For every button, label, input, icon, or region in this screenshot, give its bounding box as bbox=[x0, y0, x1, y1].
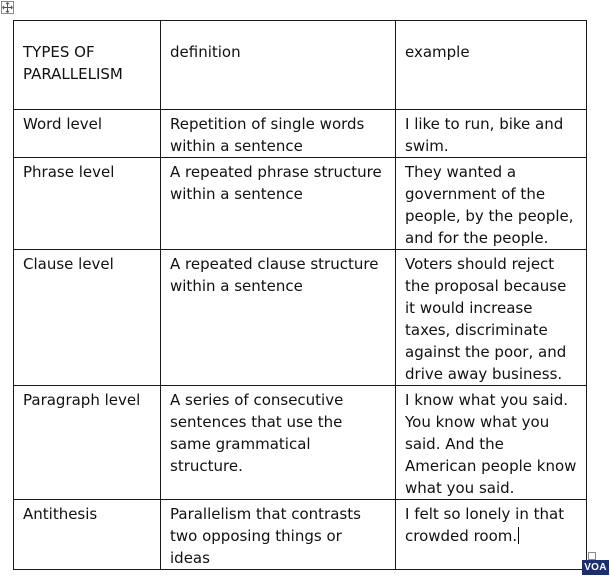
definition-cell[interactable]: A series of consecutive sentences that use the same grammatical structure. bbox=[161, 386, 396, 500]
text-cursor bbox=[518, 527, 519, 544]
definition-cell[interactable]: A repeated clause structure within a sentence bbox=[161, 250, 396, 386]
example-cell[interactable]: Voters should reject the proposal because it would increase taxes, discriminate against the poor, and drive away business. bbox=[396, 250, 587, 386]
definition-cell[interactable]: Repetition of single words within a sentence bbox=[161, 110, 396, 158]
example-cell[interactable]: I know what you said. You know what you said. And the American people know what you said. bbox=[396, 386, 587, 500]
table-row bbox=[14, 500, 587, 570]
table-row bbox=[14, 158, 587, 250]
example-cell-text: I felt so lonely in that crowded room. bbox=[405, 505, 565, 545]
table-row bbox=[14, 250, 587, 386]
table-move-handle-icon[interactable] bbox=[1, 1, 14, 14]
type-cell[interactable]: Word level bbox=[14, 110, 161, 158]
table-row bbox=[14, 386, 587, 500]
parallelism-table bbox=[13, 20, 587, 570]
type-cell[interactable]: Paragraph level bbox=[14, 386, 161, 500]
header-cell-example[interactable]: example bbox=[396, 21, 587, 110]
definition-cell[interactable]: A repeated phrase structure within a sentence bbox=[161, 158, 396, 250]
table-header-row bbox=[14, 21, 587, 110]
example-cell[interactable]: I like to run, bike and swim. bbox=[396, 110, 587, 158]
voa-logo: VOA bbox=[582, 560, 609, 575]
header-cell-definition[interactable]: definition bbox=[161, 21, 396, 110]
type-cell[interactable]: Antithesis bbox=[14, 500, 161, 570]
definition-cell[interactable]: Parallelism that contrasts two opposing things or ideas bbox=[161, 500, 396, 570]
type-cell[interactable]: Clause level bbox=[14, 250, 161, 386]
table-row bbox=[14, 110, 587, 158]
table-resize-handle[interactable] bbox=[588, 552, 596, 560]
example-cell-with-caret[interactable] bbox=[396, 500, 587, 570]
type-cell[interactable]: Phrase level bbox=[14, 158, 161, 250]
example-cell[interactable]: They wanted a government of the people, by the people, and for the people. bbox=[396, 158, 587, 250]
header-cell-types[interactable]: TYPES OF PARALLELISM bbox=[14, 21, 161, 110]
